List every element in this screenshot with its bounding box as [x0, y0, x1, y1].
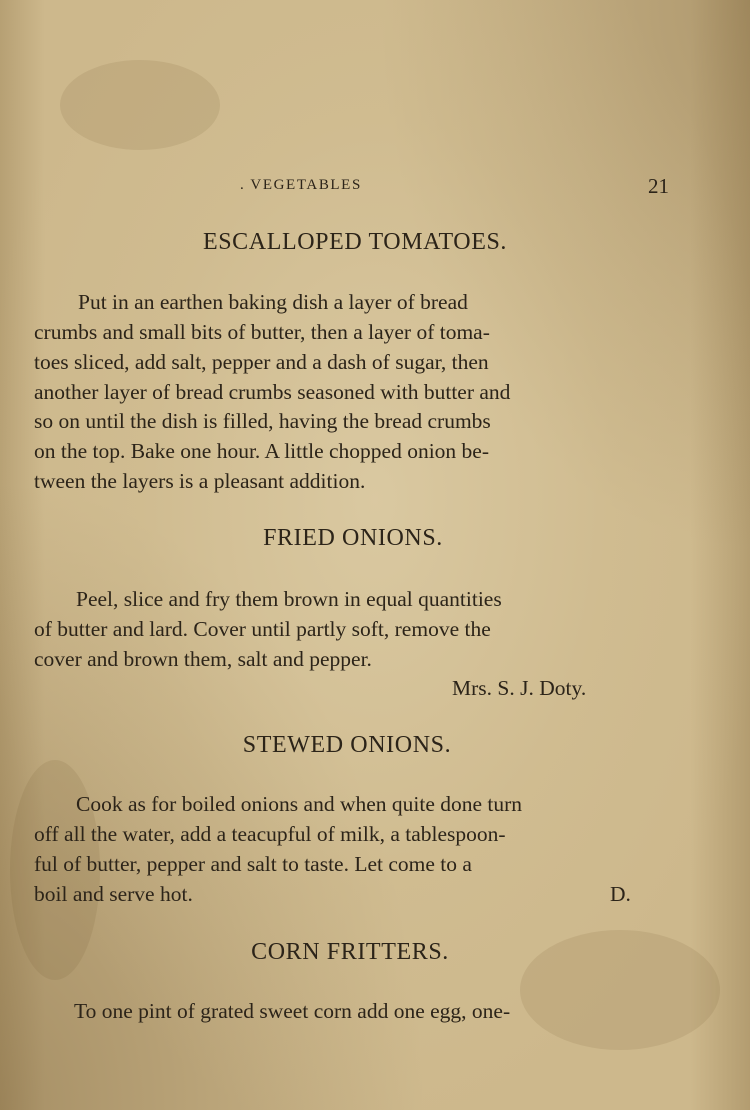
paragraph-line: Cook as for boiled onions and when quite done turn [76, 792, 523, 816]
recipe-attribution: Mrs. S. J. Doty. [452, 676, 587, 700]
paragraph-line: boil and serve hot. [34, 882, 193, 906]
section-title-corn-fritters: CORN FRITTERS. [251, 939, 449, 965]
paragraph-line: crumbs and small bits of butter, then a layer of toma- [34, 320, 490, 344]
section-title-escalloped-tomatoes: ESCALLOPED TOMATOES. [202, 229, 508, 255]
section-title-stewed-onions: STEWED ONIONS. [242, 732, 452, 758]
paragraph-line: off all the water, add a teacupful of milk, a tablespoon- [34, 822, 506, 846]
paragraph-line: of butter and lard. Cover until partly soft, remove the [34, 617, 491, 641]
paper-stain [60, 60, 220, 150]
section-title-fried-onions: FRIED ONIONS. [263, 525, 443, 551]
paragraph-line: ful of butter, pepper and salt to taste. Let come to a [34, 852, 472, 876]
paragraph-line: toes sliced, add salt, pepper and a dash of sugar, then [34, 350, 489, 374]
paragraph-line: another layer of bread crumbs seasoned with butter and [34, 380, 511, 404]
paragraph-line: so on until the dish is filled, having the bread crumbs [34, 409, 491, 433]
paragraph-line: Peel, slice and fry them brown in equal quantities [76, 587, 502, 611]
recipe-attribution: D. [610, 882, 631, 906]
paragraph-line: cover and brown them, salt and pepper. [34, 647, 372, 671]
paragraph-line: on the top. Bake one hour. A little chopped onion be- [34, 439, 490, 463]
page-number: 21 [648, 174, 669, 198]
paragraph-line: tween the layers is a pleasant addition. [34, 469, 366, 493]
paragraph-line: Put in an earthen baking dish a layer of bread [78, 290, 468, 314]
paragraph-line: To one pint of grated sweet corn add one egg, one- [74, 999, 511, 1023]
running-head: . VEGETABLES [240, 177, 362, 193]
